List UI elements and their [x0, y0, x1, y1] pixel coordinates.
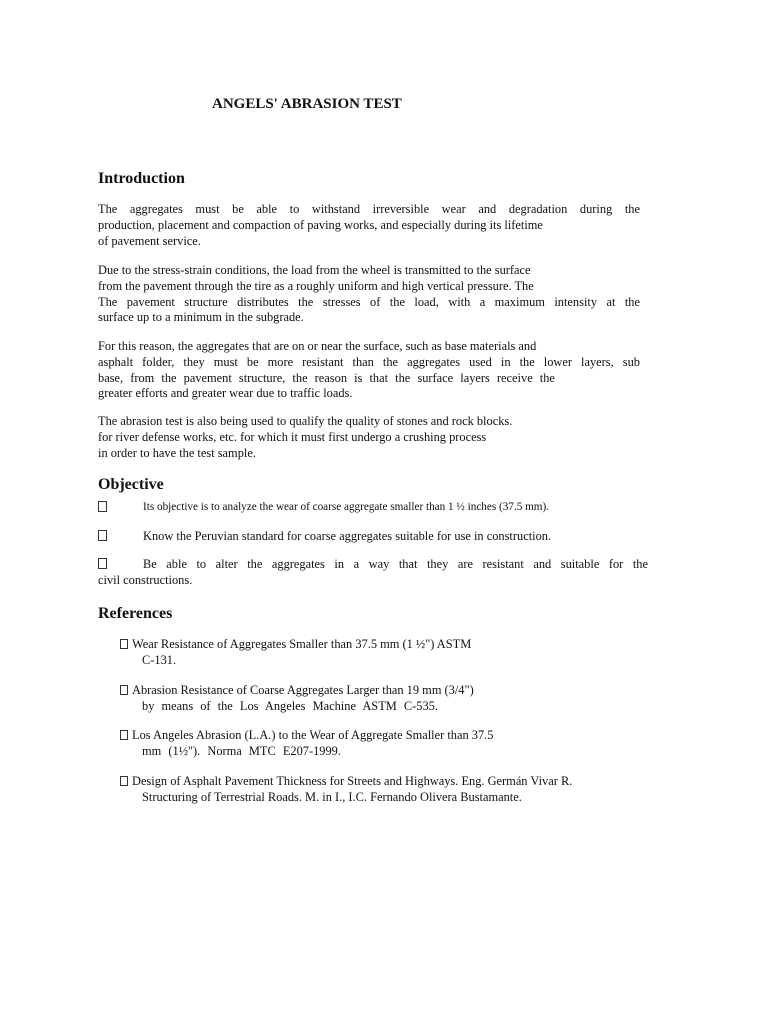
text-line: The aggregates must be able to withstand irreversible wear and degradation during the — [98, 202, 640, 216]
document-title: ANGELS' ABRASION TEST — [212, 96, 402, 112]
checkbox-bullet-icon — [98, 501, 107, 512]
objective-heading: Objective — [98, 476, 164, 493]
checkbox-bullet-icon — [120, 776, 128, 786]
objective-text: Its objective is to analyze the wear of coarse aggregate smaller than 1 ½ inches (37.5 mm). — [143, 501, 550, 513]
text-line: for river defense works, etc. for which it must first undergo a crushing process — [98, 429, 487, 444]
checkbox-bullet-icon — [98, 558, 107, 569]
reference-text-continued: Structuring of Terrestrial Roads. M. in I., I.C. Fernando Olivera Bustamante. — [142, 789, 522, 804]
reference-text: Los Angeles Abrasion (L.A.) to the Wear of Aggregate Smaller than 37.5 — [132, 728, 494, 742]
reference-text-continued: C-131. — [142, 652, 177, 667]
reference-text: Abrasion Resistance of Coarse Aggregates Larger than 19 mm (3/4") — [132, 683, 474, 697]
checkbox-bullet-icon — [120, 685, 128, 695]
text-line: asphalt folder, they must be more resistant than the aggregates used in the lower layers, sub — [98, 354, 640, 369]
reference-text-continued: by means of the Los Angeles Machine ASTM C-535. — [142, 698, 438, 713]
introduction-heading: Introduction — [98, 170, 185, 187]
reference-item — [120, 774, 640, 806]
reference-text-continued: mm (1½"). Norma MTC E207-1999. — [142, 743, 341, 758]
intro-paragraph-3 — [98, 339, 640, 402]
objective-text: Know the Peruvian standard for coarse aggregates suitable for use in construction. — [143, 529, 552, 543]
reference-text: Design of Asphalt Pavement Thickness for Streets and Highways. Eng. Germán Vivar R. — [132, 774, 573, 788]
objective-text: Be able to alter the aggregates in a way that they are resistant and suitable for the — [143, 557, 648, 571]
text-line: The pavement structure distributes the stresses of the load, with a maximum intensity at the — [98, 294, 640, 309]
reference-text: Wear Resistance of Aggregates Smaller than 37.5 mm (1 ½") ASTM — [132, 637, 472, 651]
objective-text-continued: civil constructions. — [98, 572, 193, 587]
intro-paragraph-4 — [98, 414, 640, 461]
checkbox-bullet-icon — [120, 639, 128, 649]
text-line: in order to have the test sample. — [98, 445, 256, 460]
text-line: Due to the stress-strain conditions, the load from the wheel is transmitted to the surface — [98, 263, 531, 277]
reference-item — [120, 683, 640, 715]
references-heading: References — [98, 605, 173, 622]
text-line: production, placement and compaction of paving works, and especially during its lifetime — [98, 217, 543, 232]
text-line: For this reason, the aggregates that are on or near the surface, such as base materials and — [98, 339, 537, 353]
checkbox-bullet-icon — [98, 530, 107, 541]
objective-item — [98, 529, 648, 545]
reference-item — [120, 637, 640, 669]
objective-item — [98, 500, 648, 516]
intro-paragraph-2 — [98, 263, 640, 326]
text-line: from the pavement through the tire as a roughly uniform and high vertical pressure. The — [98, 278, 534, 293]
text-line: The abrasion test is also being used to qualify the quality of stones and rock blocks. — [98, 414, 513, 428]
text-line: base, from the pavement structure, the reason is that the surface layers receive the — [98, 370, 555, 385]
objective-item — [98, 557, 648, 589]
text-line: of pavement service. — [98, 233, 201, 248]
checkbox-bullet-icon — [120, 730, 128, 740]
intro-paragraph-1 — [98, 202, 640, 249]
reference-item — [120, 728, 640, 760]
text-line: greater efforts and greater wear due to traffic loads. — [98, 386, 353, 401]
text-line: surface up to a minimum in the subgrade. — [98, 310, 304, 325]
